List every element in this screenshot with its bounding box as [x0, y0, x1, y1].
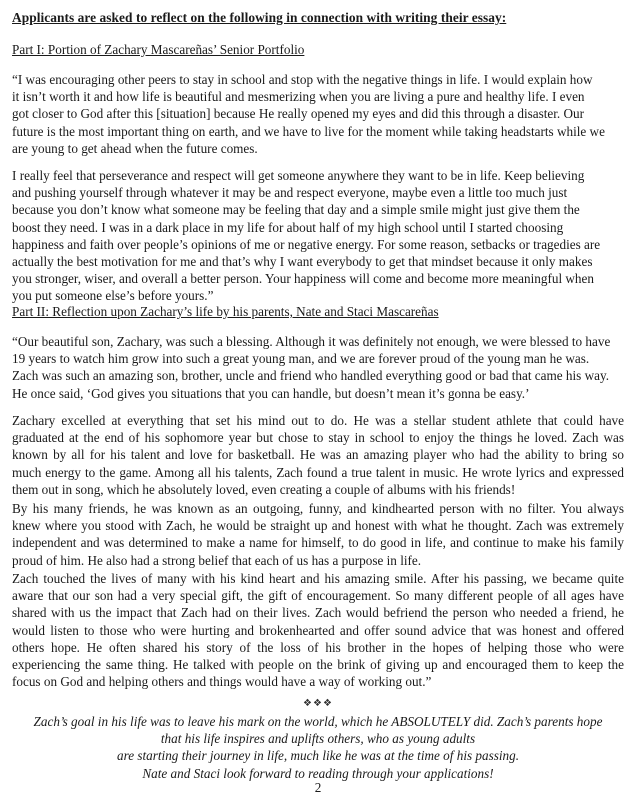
text-line: got closer to God after this [situation] because He really opened my eyes and did this through a disaster. Our — [12, 106, 585, 122]
text-line: would listen to those who were hurting and brokenhearted and offer sound advice that was honest and offered — [12, 622, 624, 638]
text-line: actually the best motivation for me and that’s why I want everybody to get that mindset because it only makes — [12, 253, 593, 269]
text-line: you stronger, wiser, and overall a better person. Your happiness will come and become more meaningful when — [12, 271, 594, 287]
text-line: “Our beautiful son, Zachary, was such a blessing. Although it was definitely not enough, we were blessed to have — [12, 334, 611, 349]
text-line: are starting their journey in life, much like he was at the time of his passing. — [116, 748, 520, 764]
text-line: are young to get ahead when the future comes. — [12, 140, 258, 156]
part2-paragraph-1 — [12, 333, 624, 402]
text-line: independent and was determined to make a name for himself, to do good in life, and continue to make his family — [12, 535, 624, 551]
text-line: boost they need. I was in a dark place in my life for about half of my high school until I started choosing — [12, 219, 564, 235]
text-line: and pushing yourself through whatever it may be and respect everyone, maybe even a little too much just — [12, 185, 568, 201]
text-line: aware that our son had a very special gift, the gift of encouragement. So many different people of all ages have — [12, 588, 624, 604]
part2-paragraph-3 — [12, 500, 624, 569]
part1-paragraph-1 — [12, 71, 624, 157]
text-line: shared with us the impact that Zach had on their lives. Zach would befriend the person who needed a friend, he — [12, 605, 624, 621]
text-line: “I was encouraging other peers to stay in school and stop with the negative things in life. I would explain how — [12, 72, 593, 87]
text-line: graduated at the end of his sophomore year but chose to stay in school to enjoy the things he loved. Zach was — [12, 430, 624, 446]
part2-paragraph-2 — [12, 412, 624, 498]
text-line: that his life inspires and uplifts others, who as young adults — [160, 731, 476, 747]
text-line: Nate and Staci look forward to reading through your applications! — [142, 765, 494, 781]
text-line: knew where you stood with Zach, he would be straight up and honest with what he thought. Zach was extremely — [12, 518, 624, 534]
text-line: experiencing the same thing. He talked with people on the brink of giving up and encouraged them to keep the — [12, 656, 624, 672]
closing-statement — [6, 713, 630, 782]
text-line: it isn’t worth it and how life is beautiful and mesmerizing when you are living a pure and healthy life. I even — [12, 89, 585, 105]
text-line: proud of him. He also had a strong belief that each of us has a purpose in life. — [12, 552, 422, 568]
part1-paragraph-2 — [12, 167, 624, 305]
text-line: Zach touched the lives of many with his kind heart and his amazing smile. After his passing, we became quite — [12, 571, 624, 586]
ornament-divider-icon: ❖❖❖ — [303, 698, 333, 709]
text-line: He once said, ‘God gives you situations that you can handle, but doesn’t mean it’s gonna be easy.’ — [12, 385, 530, 401]
text-line: I really feel that perseverance and respect will get someone anywhere they want to be in life. Keep believing — [12, 168, 585, 183]
text-line: you put someone else’s before yours.” — [12, 288, 214, 304]
page-number: 2 — [314, 780, 322, 795]
part2-paragraph-4 — [12, 570, 624, 690]
text-line: focus on God and helping others and things would have a way of working out.” — [12, 674, 432, 690]
text-line: others hope. He often shared his story of the loss of his brother in the hopes of helping those who were — [12, 639, 624, 655]
text-line: Zach’s goal in his life was to leave his mark on the world, which he ABSOLUTELY did. Zach’s parents hope — [33, 714, 603, 729]
text-line: By his many friends, he was known as an outgoing, funny, and kindhearted person with no filter. You always — [12, 501, 624, 516]
part2-title: Part II: Reflection upon Zachary’s life by his parents, Nate and Staci Mascareñas — [12, 304, 439, 319]
text-line: happiness and faith over people’s opinions of me or negative energy. For some reason, setbacks or tragedies are — [12, 236, 601, 252]
text-line: them out in song, which he absolutely loved, even creating a couple of albums with his friends! — [12, 481, 516, 497]
text-line: Zach was such an amazing son, brother, uncle and friend who handled everything good or bad that came his way. — [12, 368, 609, 384]
text-line: Zachary excelled at everything that set his mind out to do. He was a stellar student athlete that could have — [12, 413, 624, 428]
text-line: because you don’t know what someone may be feeling that day and a simple smile might just give them the — [12, 202, 580, 218]
part1-title: Part I: Portion of Zachary Mascareñas’ Senior Portfolio — [12, 42, 305, 57]
text-line: much energy to the game. Among all his talents, Zach found a true talent in music. He wrote lyrics and expressed — [12, 464, 624, 480]
text-line: 19 years to watch him grow into such a great young man, and we are forever proud of the young man he was. — [12, 351, 590, 367]
document-heading: Applicants are asked to reflect on the following in connection with writing their essay: — [12, 10, 507, 25]
text-line: known by all for his talent and love for basketball. He was an amazing player who had the ability to bring so — [12, 447, 624, 463]
text-line: future is the most important thing on earth, and we have to live for the moment while taking headstarts while we — [12, 123, 605, 139]
